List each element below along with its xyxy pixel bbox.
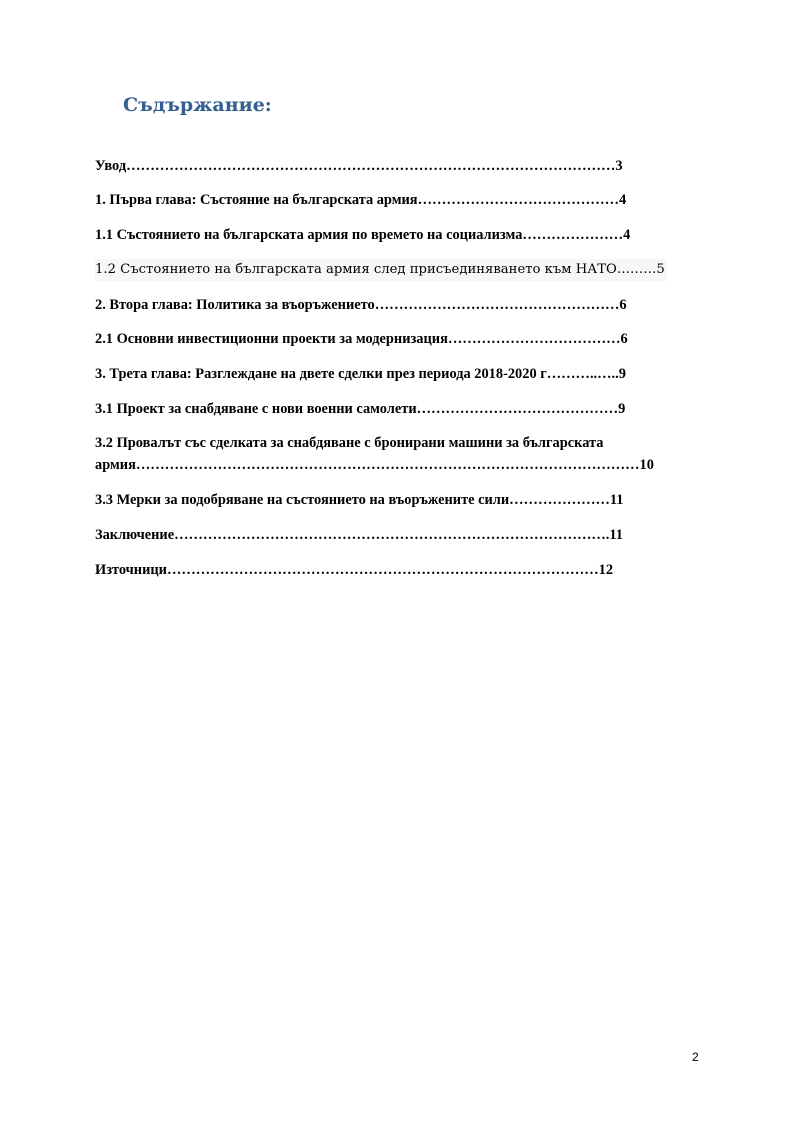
- toc-entry-chapter-2[interactable]: 2. Втора глава: Политика за въоръжението……………………………………………6: [95, 297, 627, 313]
- toc-entry-introduction[interactable]: Увод…………………………………………………………………………………………3: [95, 158, 623, 174]
- toc-entry-section-2-1[interactable]: 2.1 Основни инвестиционни проекти за модернизация………………………………6: [95, 331, 628, 347]
- toc-entry-section-1-2[interactable]: 1.2 Състоянието на българската армия след присъединяването към НАТО………5: [95, 259, 667, 281]
- toc-entry-conclusion[interactable]: Заключение……………………………………………………………………………….11: [95, 527, 623, 543]
- toc-entry-section-1-1[interactable]: 1.1 Състоянието на българската армия по времето на социализма…………………4: [95, 227, 631, 243]
- page-number: 2: [692, 1050, 699, 1064]
- toc-entry-section-3-2-line-2: армия……………………………………………………………………………………………10: [95, 457, 654, 473]
- toc-entry-section-3-1[interactable]: 3.1 Проект за снабдяване с нови военни самолети……………………………………9: [95, 401, 626, 417]
- toc-entry-chapter-1[interactable]: 1. Първа глава: Състояние на българската армия……………………………………4: [95, 192, 627, 208]
- toc-entry-sources[interactable]: Източници………………………………………………………………………………12: [95, 562, 614, 578]
- toc-entry-section-3-3[interactable]: 3.3 Мерки за подобряване на състоянието на въоръжените сили…………………11: [95, 492, 624, 508]
- toc-heading: Съдържание:: [123, 94, 272, 116]
- toc-entry-chapter-3[interactable]: 3. Трета глава: Разглеждане на двете сделки през периода 2018-2020 г………..…..9: [95, 366, 626, 382]
- toc-entry-section-3-2-line-1: 3.2 Провалът със сделката за снабдяване с бронирани машини за българската: [95, 435, 604, 451]
- toc-entry-section-3-2[interactable]: [95, 432, 654, 476]
